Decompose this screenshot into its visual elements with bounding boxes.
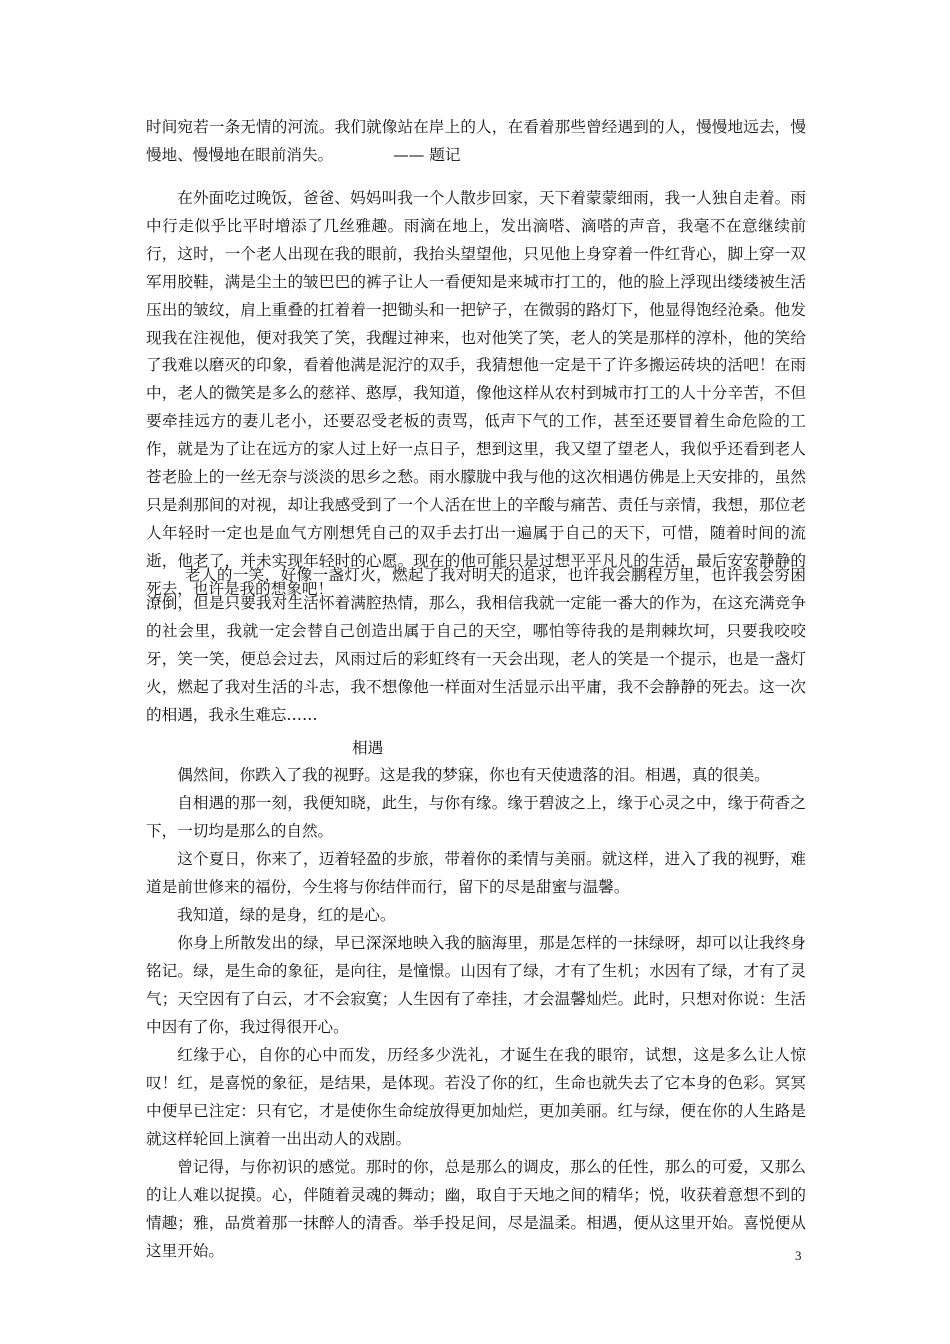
epigraph: [146, 114, 806, 170]
epigraph-attribution: —— 题记: [393, 145, 461, 164]
section-title: 相遇: [352, 739, 384, 757]
section-paragraph-1: 偶然间，你跌入了我的视野。这是我的梦寐，你也有天使遗落的泪。相遇，真的很美。: [177, 766, 770, 784]
section-paragraph-3: 这个夏日，你来了，迈着轻盈的步旅，带着你的柔情与美丽。就这样，进入了我的视野，难道是前世修来的福份，今生将与你结伴而行，留下的尽是甜蜜与温馨。: [146, 850, 806, 896]
page-number: 3: [795, 1248, 802, 1263]
section-paragraph-7: 曾记得，与你初识的感觉。那时的你，总是那么的调皮，那么的任性，那么的可爱，又那么的让人难以捉摸。心，伴随着灵魂的舞动；幽，取自于天地之间的精华；悦，收获着意想不到的情趣；雅，品赏着那一抹醉人的清香。举手投足间，尽是温柔。相遇，便从这里开始。喜悦便从这里开始。: [146, 1158, 806, 1260]
body-paragraph-2: 老人的一笑，好像一盏灯火，燃起了我对明天的追求，也许我会鹏程万里，也许我会穷困潦倒，但是只要我对生活怀着满腔热情，那么，我相信我就一定能一番大的作为，在这充满竞争的社会里，我就一定会替自己创造出属于自己的天空，哪怕等待我的是荆棘坎坷，只要我咬咬牙，笑一笑，便总会过去，风雨过后的彩虹终有一天会出现，老人的笑是一个提示，也是一盏灯火，燃起了我对生活的斗志，我不想像他一样面对生活显示出平庸，我不会静静的死去。这一次的相遇，我永生难忘……: [146, 566, 806, 724]
body-paragraph-1: 在外面吃过晚饭，爸爸、妈妈叫我一个人散步回家，天下着蒙蒙细雨，我一人独自走着。雨中行走似乎比平时增添了几丝雅趣。雨滴在地上，发出滴嗒、滴嗒的声音，我毫不在意继续前行，这时，一个老人出现在我的眼前，我抬头望望他，只见他上身穿着一件红背心，脚上穿一双军用胶鞋，满是尘土的皱巴巴的裤子让人一看便知是来城市打工的，他的脸上浮现出缕缕被生活压出的皱纹，肩上重叠的扛着着一把锄头和一把铲子，在微弱的路灯下，他显得饱经沧桑。他发现我在注视他，便对我笑了笑，我醒过神来，也对他笑了笑，老人的笑是那样的淳朴，他的笑给了我难以磨灭的印象，看着他满是泥泞的双手，我猜想他一定是干了许多搬运砖块的活吧！在雨中，老人的微笑是多么的慈祥、憨厚，我知道，像他这样从农村到城市打工的人十分辛苦，不但要牵挂远方的妻儿老小，还要忍受老板的责骂，低声下气的工作，甚至还要冒着生命危险的工作，就是为了让在远方的家人过上好一点日子，想到这里，我又望了望老人，我似乎还看到老人苍老脸上的一丝无奈与淡淡的思乡之愁。雨水朦胧中我与他的这次相遇仿佛是上天安排的，虽然只是刹那间的对视，却让我感受到了一个人活在世上的辛酸与痛苦、责任与亲情，我想，那位老人年轻时一定也是血气方刚想凭自己的双手去打出一遍属于自己的天下，可惜，随着时间的流逝，他老了，并未实现年轻时的心愿。现在的他可能只是过想平平凡凡的生活，最后安安静静的死去，也许是我的想象吧！: [146, 189, 806, 598]
section-paragraph-5: 你身上所散发出的绿，早已深深地映入我的脑海里，那是怎样的一抹绿呀，却可以让我终身铭记。绿，是生命的象征，是向往，是憧憬。山因有了绿，才有了生机；水因有了绿，才有了灵气；天空因有了白云，才不会寂寞；人生因有了牵挂，才会温馨灿烂。此时，只想对你说：生活中因有了你，我过得很开心。: [146, 934, 806, 1036]
section-paragraph-4: 我知道，绿的是身，红的是心。: [177, 906, 396, 924]
section-paragraph-2: 自相遇的那一刻，我便知晓，此生，与你有缘。缘于碧波之上，缘于心灵之中，缘于荷香之下，一切均是那么的自然。: [146, 794, 806, 840]
section-paragraph-6: 红缘于心，自你的心中而发，历经多少洗礼，才诞生在我的眼帘，试想，这是多么让人惊叹！红，是喜悦的象征，是结果，是体现。若没了你的红，生命也就失去了它本身的色彩。冥冥中便早已注定：只有它，才是使你生命绽放得更加灿烂，更加美丽。红与绿，便在你的人生路是就这样轮回上演着一出出动人的戏剧。: [146, 1046, 806, 1148]
epigraph-text: 时间宛若一条无情的河流。我们就像站在岸上的人，在看着那些曾经遇到的人，慢慢地远去，慢慢地、慢慢地在眼前消失。: [146, 118, 806, 164]
